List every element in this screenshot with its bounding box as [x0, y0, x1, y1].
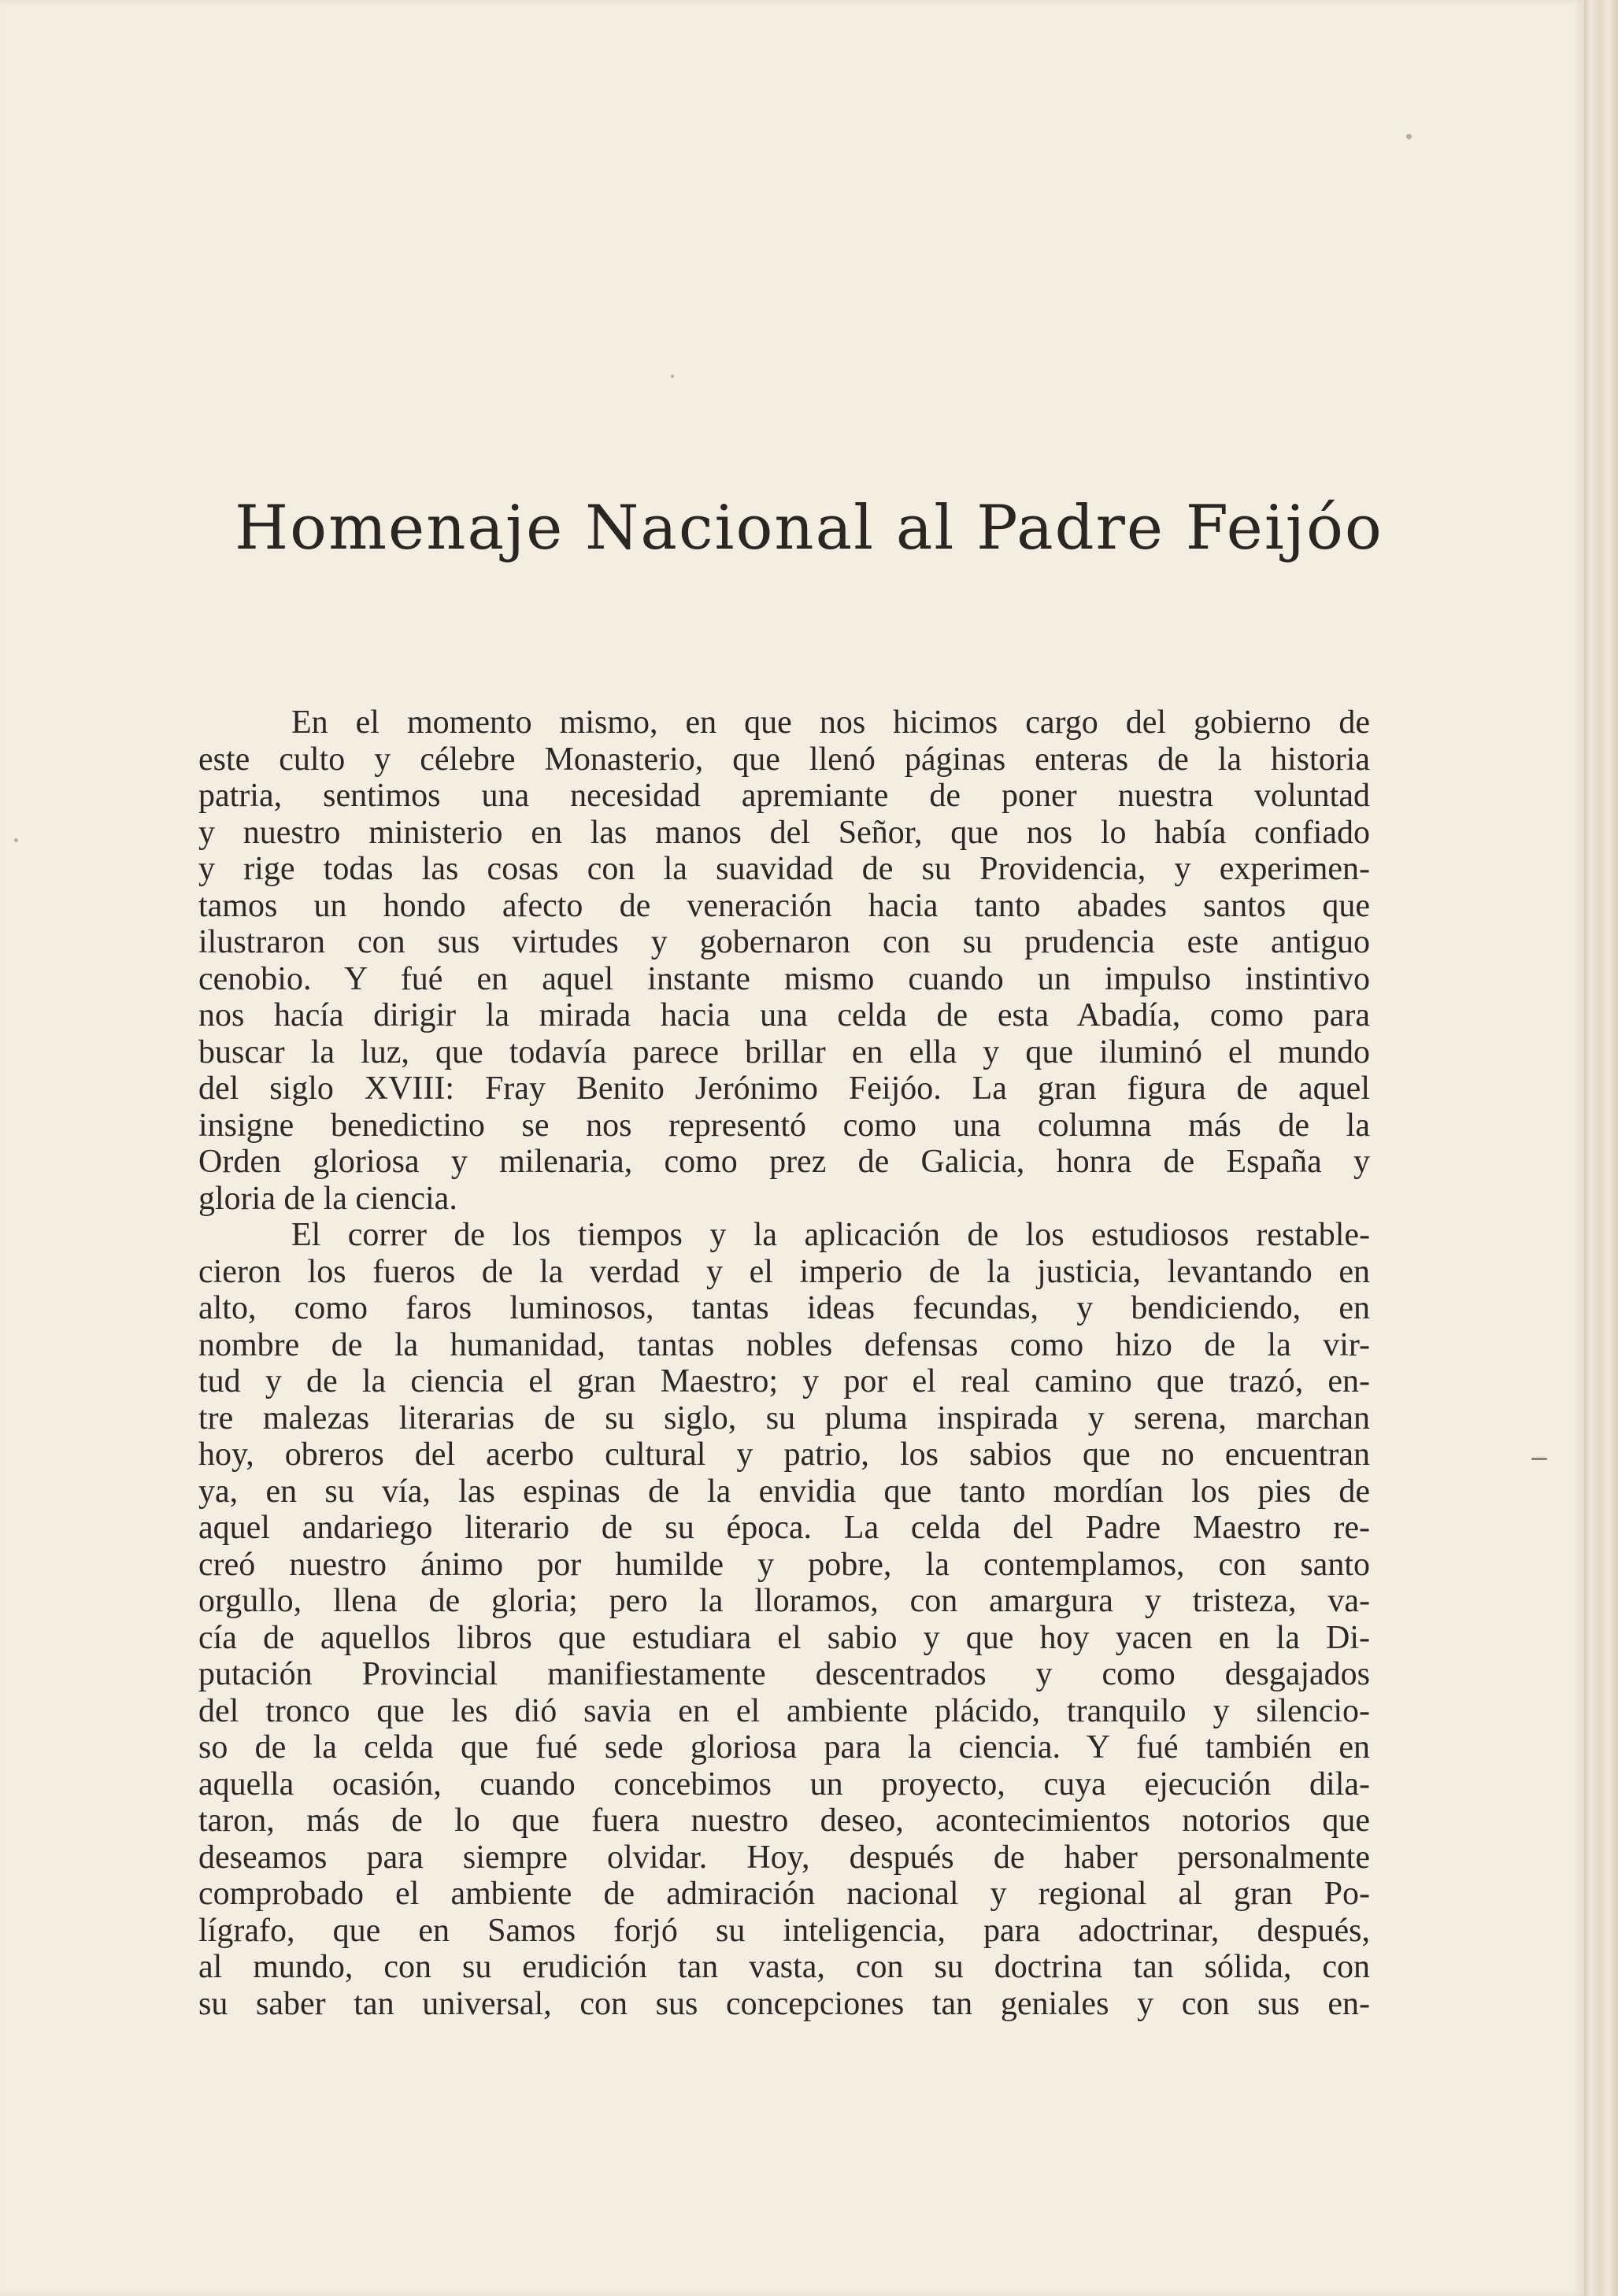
text-line: aquel andariego literario de su época. La celda del Padre Maestro re-: [198, 1510, 1370, 1546]
text-line: insigne benedictino se nos representó como una columna más de la: [198, 1107, 1370, 1144]
text-line: ilustraron con sus virtudes y gobernaron con su prudencia este antiguo: [198, 924, 1370, 960]
text-line: hoy, obreros del acerbo cultural y patrio, los sabios que no encuentran: [198, 1436, 1370, 1473]
paragraph-2: [198, 1217, 1370, 2022]
text-line: y rige todas las cosas con la suavidad de su Providencia, y experimen-: [198, 851, 1370, 887]
text-line: ya, en su vía, las espinas de la envidia que tanto mordían los pies de: [198, 1473, 1370, 1510]
page-edge: [1584, 0, 1618, 2296]
text-line: al mundo, con su erudición tan vasta, con su doctrina tan sólida, con: [198, 1949, 1370, 1985]
paper-speck: [14, 838, 18, 842]
text-line: aquella ocasión, cuando concebimos un proyecto, cuya ejecución dila-: [198, 1765, 1370, 1802]
text-line: En el momento mismo, en que nos hicimos cargo del gobierno de: [291, 704, 1370, 741]
text-line: y nuestro ministerio en las manos del Señor, que nos lo había confiado: [198, 814, 1370, 851]
text-line: creó nuestro ánimo por humilde y pobre, la contemplamos, con santo: [198, 1546, 1370, 1583]
text-line: so de la celda que fué sede gloriosa para la ciencia. Y fué también en: [198, 1729, 1370, 1765]
text-line: Orden gloriosa y milenaria, como prez de Galicia, honra de España y: [198, 1144, 1370, 1180]
text-line: buscar la luz, que todavía parece brillar en ella y que iluminó el mundo: [198, 1033, 1370, 1070]
text-line: su saber tan universal, con sus concepciones tan geniales y con sus en-: [198, 1985, 1370, 2022]
text-line: tamos un hondo afecto de veneración hacia tanto abades santos que: [198, 887, 1370, 924]
text-line: lígrafo, que en Samos forjó su inteligencia, para adoctrinar, después,: [198, 1912, 1370, 1949]
text-line: gloria de la ciencia.: [198, 1180, 457, 1217]
text-line: comprobado el ambiente de admiración nacional y regional al gran Po-: [198, 1876, 1370, 1912]
text-line: alto, como faros luminosos, tantas ideas fecundas, y bendiciendo, en: [198, 1290, 1370, 1326]
text-line: putación Provincial manifiestamente descentrados y como desgajados: [198, 1656, 1370, 1692]
text-line: nos hacía dirigir la mirada hacia una celda de esta Abadía, como para: [198, 997, 1370, 1033]
paragraph-1: [198, 704, 1370, 1217]
text-line: nombre de la humanidad, tantas nobles defensas como hizo de la vir-: [198, 1326, 1370, 1363]
text-line: taron, más de lo que fuera nuestro deseo, acontecimientos notorios que: [198, 1802, 1370, 1839]
text-line: cía de aquellos libros que estudiara el sabio y que hoy yacen en la Di-: [198, 1619, 1370, 1656]
text-line: este culto y célebre Monasterio, que llenó páginas enteras de la historia: [198, 741, 1370, 778]
text-line: orgullo, llena de gloria; pero la lloramos, con amargura y tristeza, va-: [198, 1583, 1370, 1619]
text-line: cieron los fueros de la verdad y el imperio de la justicia, levantando en: [198, 1253, 1370, 1290]
text-line: cenobio. Y fué en aquel instante mismo cuando un impulso instintivo: [198, 960, 1370, 997]
text-line: tre malezas literarias de su siglo, su pluma inspirada y serena, marchan: [198, 1399, 1370, 1436]
text-line: El correr de los tiempos y la aplicación de los estudiosos restable-: [291, 1217, 1370, 1253]
article-body: [198, 704, 1370, 2022]
text-line: patria, sentimos una necesidad apremiante de poner nuestra voluntad: [198, 778, 1370, 814]
text-line: del siglo XVIII: Fray Benito Jerónimo Feijóo. La gran figura de aquel: [198, 1070, 1370, 1107]
paper-speck: [1406, 134, 1412, 139]
paper-speck: [671, 375, 674, 378]
text-line: del tronco que les dió savia en el ambiente plácido, tranquilo y silencio-: [198, 1692, 1370, 1729]
page-title: Homenaje Nacional al Padre Feijóo: [235, 493, 1383, 564]
text-line: tud y de la ciencia el gran Maestro; y por el real camino que trazó, en-: [198, 1363, 1370, 1399]
paper-speck: [1531, 1458, 1547, 1460]
text-line: deseamos para siempre olvidar. Hoy, después de haber personalmente: [198, 1839, 1370, 1876]
